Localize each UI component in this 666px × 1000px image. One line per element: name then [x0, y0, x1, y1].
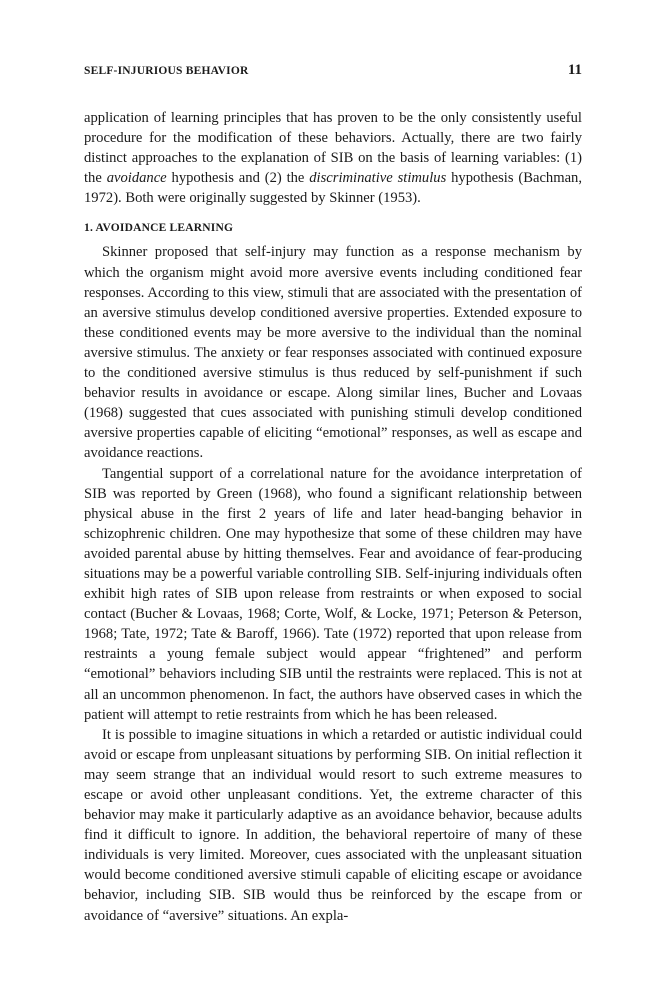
intro-text-part: hypothesis and (2) the: [166, 170, 310, 187]
intro-text-part: hypothesis (Bachman, 1972). Both were originally suggested by Skinner (1953).: [84, 170, 582, 207]
running-head: [84, 62, 582, 84]
section-heading: 1. AVOIDANCE LEARNING: [84, 222, 234, 235]
document-page: [84, 62, 582, 926]
body-paragraph: Tangential support of a correlational nature for the avoidance interpretation of SIB was reported by Green (1968), who found a significant relationship between physical abuse in the first 2 years of life and later head-banging behavior in schizophrenic children. One may hypothesize that some of these children may have avoided parental abuse by hitting themselves. Fear and avoidance of fear-producing situations may be a powerful variable controlling SIB. Self-injuring individuals often exhibit high rates of SIB upon release from restraints or when exposed to social contact (Bucher & Lovaas, 1968; Corte, Wolf, & Locke, 1971; Peterson & Peterson, 1968; Tate, 1972; Tate & Baroff, 1966). Tate (1972) reported that upon release from restraints a young female subject would appear “frightened” and perform “emotional” behaviors including SIB until the restraints were replaced. This is not at all an uncommon phenomenon. In fact, the authors have observed cases in which the patient will attempt to retie restraints from which he has been released.: [84, 465, 582, 723]
body-paragraph: Skinner proposed that self-injury may function as a response mechanism by which the organism might avoid more aversive events including conditioned fear responses. According to this view, stimuli that are associated with the presentation of an aversive stimulus develop conditioned aversive properties. Extended exposure to these conditioned events may be more aversive to the individual than the nominal aversive stimulus. The anxiety or fear responses associated with continued exposure to the conditioned aversive stimulus is thus reduced by self-punishment if such behavior results in avoidance or escape. Along similar lines, Bucher and Lovaas (1968) suggested that cues associated with punishing stimuli develop conditioned aversive properties capable of eliciting “emotional” responses, as well as escape and avoidance reactions.: [84, 244, 582, 462]
intro-emphasis: avoidance: [106, 170, 167, 187]
intro-text-part: application of learning principles that has proven to be the only consistently useful procedure for the modification of these behaviors. Actually, there are two fairly distinct approaches to the explanation of SIB on the basis of learning variables: (1) the: [84, 110, 582, 187]
running-title: SELF-INJURIOUS BEHAVIOR: [84, 65, 249, 77]
intro-paragraph: [84, 108, 582, 208]
page-number: 11: [567, 62, 582, 78]
intro-emphasis: discriminative stimulus: [309, 170, 447, 187]
body-paragraph: It is possible to imagine situations in which a retarded or autistic individual could avoid or escape from unpleasant situations by performing SIB. On initial reflection it may seem strange that an individual would resort to such extreme measures to escape or avoid other unpleasant conditions. Yet, the extreme character of this behavior may make it particularly adaptive as an avoidance behavior, because adults find it difficult to ignore. In addition, the behavioral repertoire of many of these individuals is very limited. Moreover, cues associated with the unpleasant situation would become conditioned aversive stimuli capable of eliciting escape or avoidance behavior, including SIB. SIB would thus be reinforced by the escape from or avoidance of “aversive” situations. An expla-: [84, 726, 582, 924]
